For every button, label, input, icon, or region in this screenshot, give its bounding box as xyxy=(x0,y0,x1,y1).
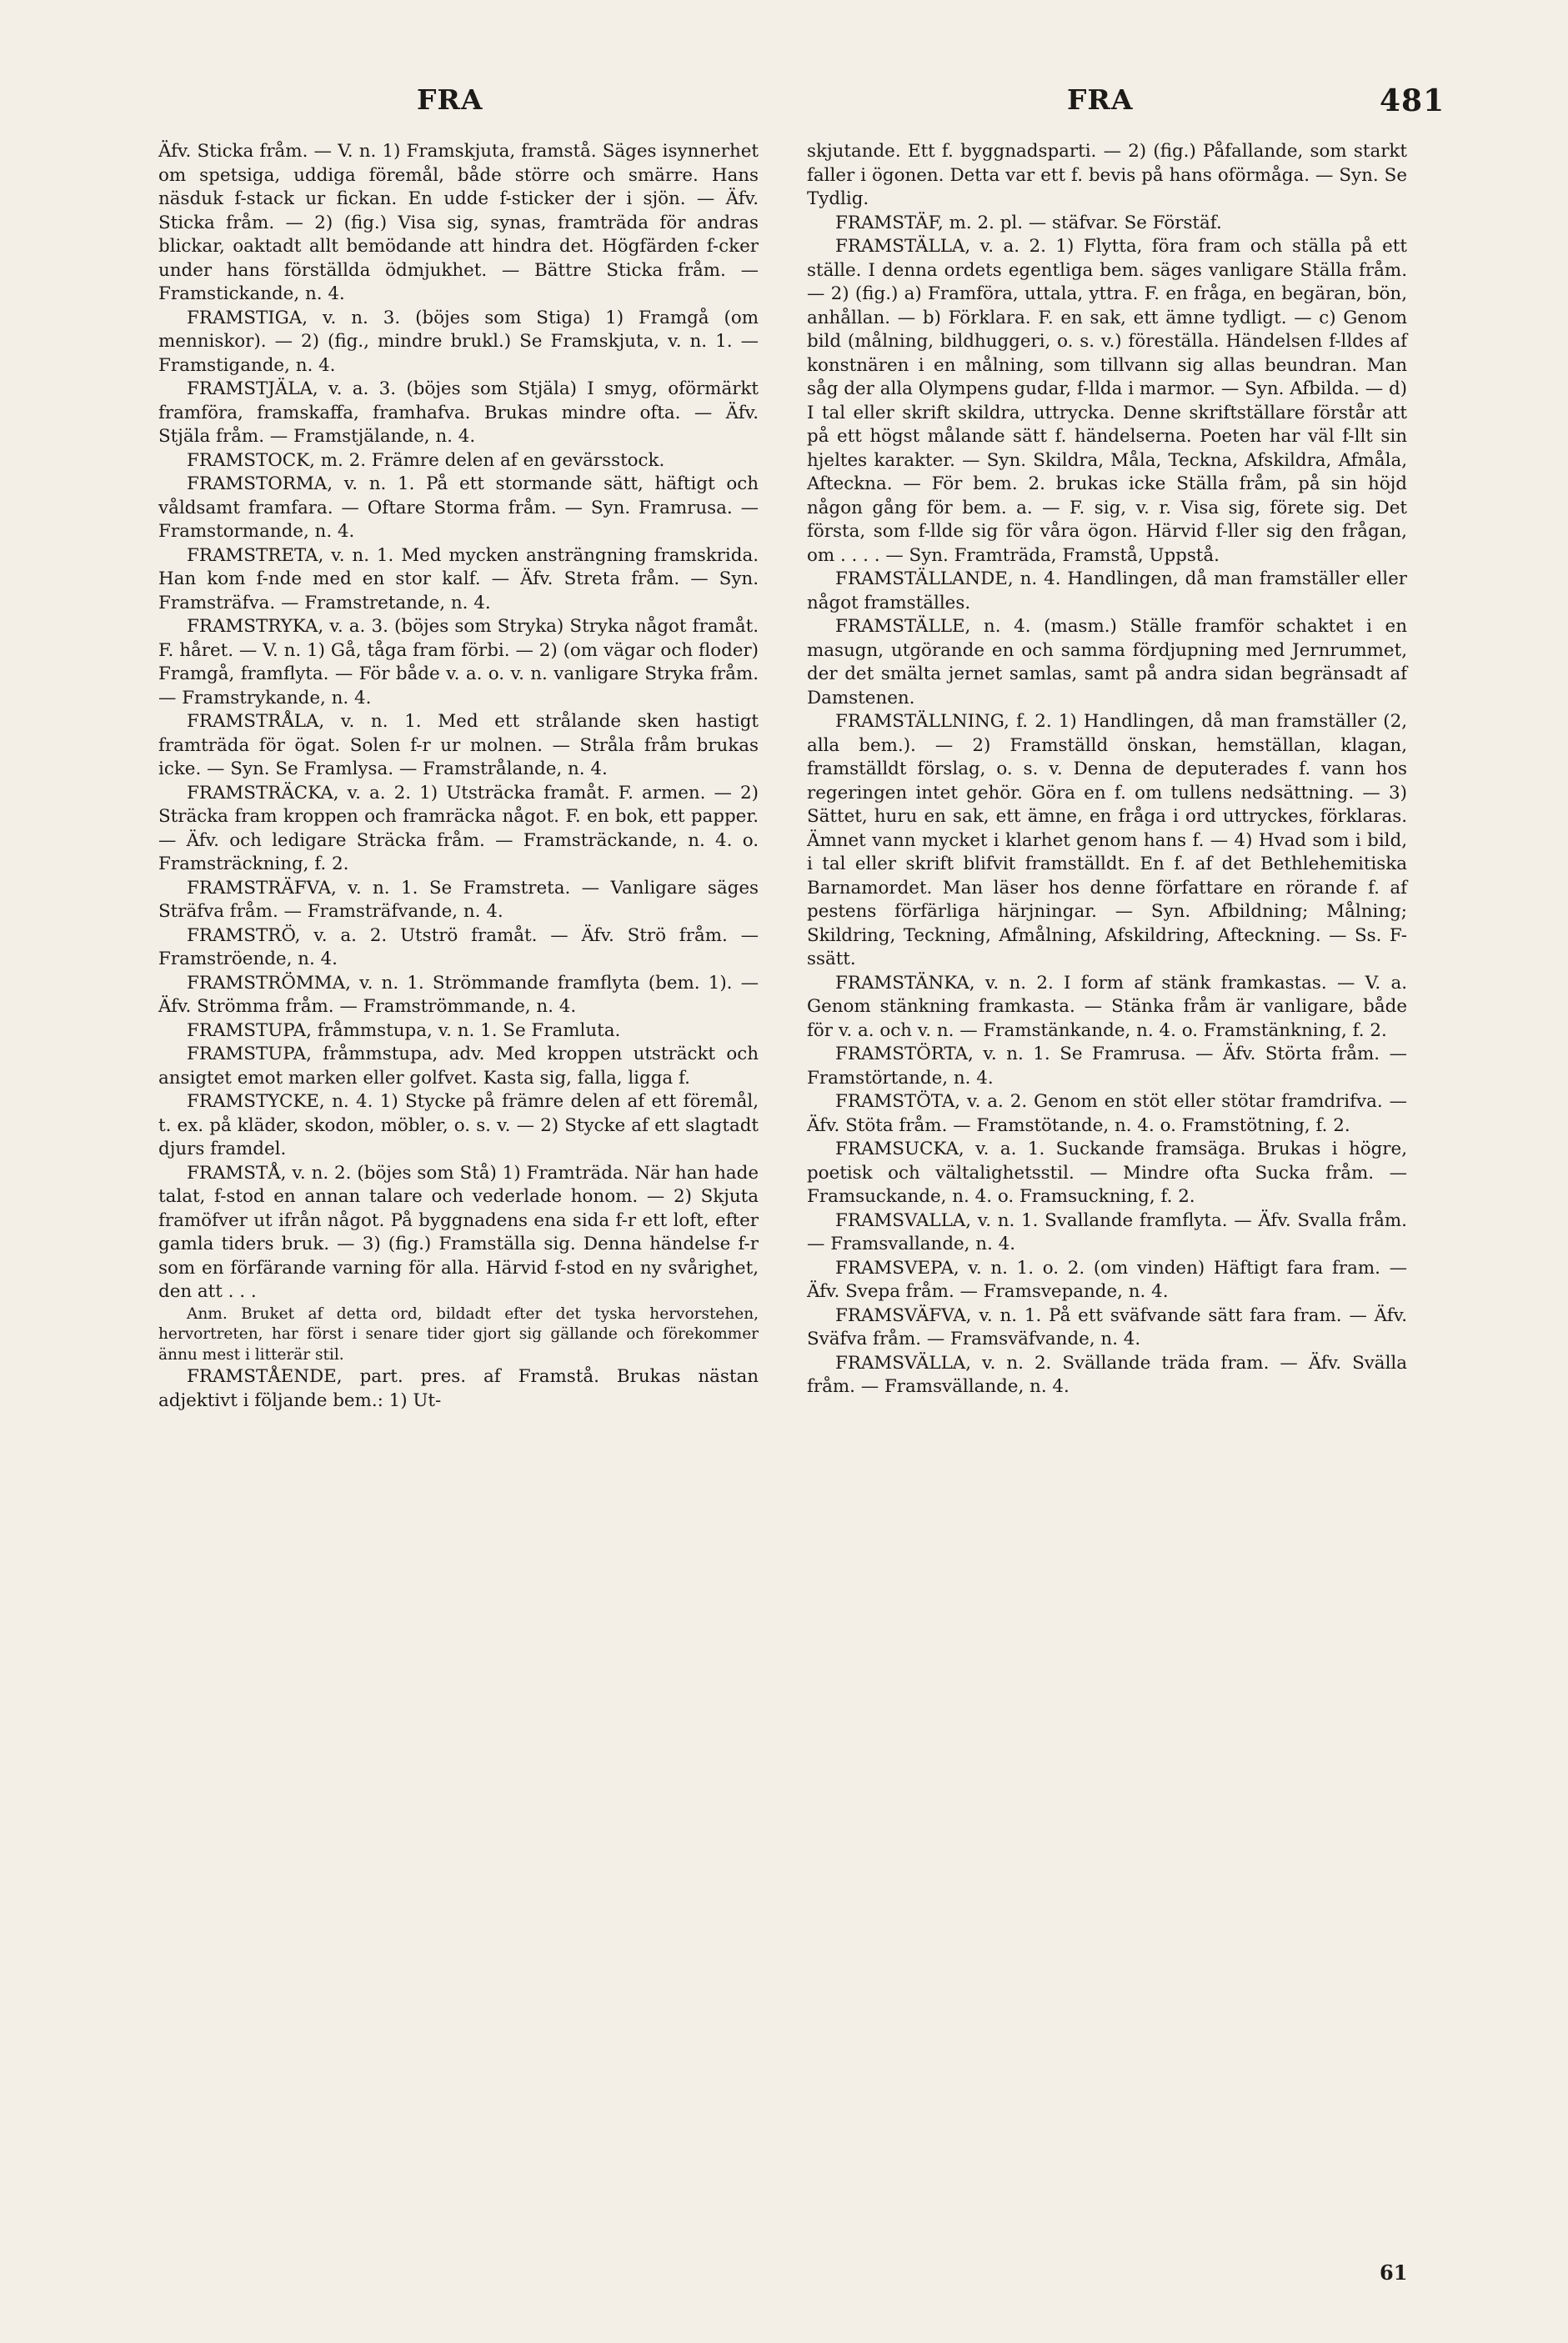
entry: FRAMSUCKA, v. a. 1. Suckande framsäga. Brukas i högre, poetisk och vältalighetsstil. — Mindre ofta Sucka fråm. — Framsuckande, n. 4. o. Framsuckning, f. 2. xyxy=(807,1139,1407,1207)
entry: FRAMSTÅENDE, part. pres. af Framstå. Brukas nästan adjektivt i följande bem.: 1) Ut- xyxy=(158,1366,759,1411)
entry: FRAMSTÄNKA, v. n. 2. I form af stänk framkastas. — V. a. Genom stänkning framkasta. — Stänka fråm är vanligare, både för v. a. och v. n. — Framstänkande, n. 4. o. Framstänkning, f. 2. xyxy=(807,972,1407,1041)
entry: FRAMSTRÄCKA, v. a. 2. 1) Utsträcka framåt. F. armen. — 2) Sträcka fram kroppen och framräcka något. F. en bok, ett papper. — Äfv. och ledigare Sträcka fråm. — Framsträckande, n. 4. o. Framsträckning, f. 2. xyxy=(158,782,759,874)
entry: skjutande. Ett f. byggnadsparti. — 2) (fig.) Påfallande, som starkt faller i ögonen. Detta var ett f. bevis på hans oförmåga. — Syn. Se Tydlig. xyxy=(807,141,1407,209)
entry: FRAMSTRYKA, v. a. 3. (böjes som Stryka) Stryka något framåt. F. håret. — V. n. 1) Gå, tåga fram förbi. — 2) (om vägar och floder) Framgå, framflyta. — För både v. a. o. v. n. vanligare Stryka fråm. — Framstrykande, n. 4. xyxy=(158,616,759,708)
entry: FRAMSVALLA, v. n. 1. Svallande framflyta. — Äfv. Svalla fråm. — Framsvallande, n. 4. xyxy=(807,1209,1407,1254)
entry: FRAMSTUPA, fråmmstupa, adv. Med kroppen utsträckt och ansigtet emot marken eller golfvet. Kasta sig, falla, ligga f. xyxy=(158,1044,759,1089)
right-column xyxy=(807,140,1407,1399)
entry: FRAMSTÄLLE, n. 4. (masm.) Ställe framför schaktet i en masugn, utgörande en och samma fördjupning med Jernrummet, der det smälta jernet samlas, samt på andra sidan begränsadt af Damstenen. xyxy=(807,616,1407,708)
entry: FRAMSTRÖ, v. a. 2. Utströ framåt. — Äfv. Strö fråm. — Framströende, n. 4. xyxy=(158,924,759,969)
entry: FRAMSTOCK, m. 2. Främre delen af en gevärsstock. xyxy=(187,449,665,471)
entry: FRAMSTORMA, v. n. 1. På ett stormande sätt, häftigt och våldsamt framfara. — Oftare Storma fråm. — Syn. Framrusa. — Framstormande, n. 4. xyxy=(158,473,759,542)
entry: FRAMSTYCKE, n. 4. 1) Stycke på främre delen af ett föremål, t. ex. på kläder, skodon, möbler, o. s. v. — 2) Stycke af ett slagtadt djurs framdel. xyxy=(158,1091,759,1159)
entry: Äfv. Sticka fråm. — V. n. 1) Framskjuta, framstå. Säges isynnerhet om spetsiga, uddiga föremål, både större och smärre. Hans näsduk f-stack ur fickan. En udde f-sticker der i sjön. — Äfv. Sticka fråm. — 2) (fig.) Visa sig, synas, framträda för andras blickar, oaktadt allt bemödande att hindra det. Högfärden f-cker under hans förställda ödmjukhet. — Bättre Sticka fråm. — Framstickande, n. 4. xyxy=(158,141,759,304)
entry: FRAMSTJÄLA, v. a. 3. (böjes som Stjäla) I smyg, oförmärkt framföra, framskaffa, framhafva. Brukas mindre ofta. — Äfv. Stjäla fråm. — Framstjälande, n. 4. xyxy=(158,378,759,447)
entry: FRAMSTÖRTA, v. n. 1. Se Framrusa. — Äfv. Störta fråm. — Framstörtande, n. 4. xyxy=(807,1044,1407,1089)
signature-mark: 61 xyxy=(1380,2260,1408,2285)
entry: FRAMSTRÅLA, v. n. 1. Med ett strålande sken hastigt framträda för ögat. Solen f-r ur molnen. — Stråla fråm brukas icke. — Syn. Se Framlysa. — Framstrålande, n. 4. xyxy=(158,711,759,779)
entry: FRAMSTIGA, v. n. 3. (böjes som Stiga) 1) Framgå (om menniskor). — 2) (fig., mindre brukl.) Se Framskjuta, v. n. 1. — Framstigande, n. 4. xyxy=(158,307,759,376)
entry: FRAMSTÄLLA, v. a. 2. 1) Flytta, föra fram och ställa på ett ställe. I denna ordets egentliga bem. säges vanligare Ställa fråm. — 2) (fig.) a) Framföra, uttala, yttra. F. en fråga, en begäran, bön, anhållan. — b) Förklara. F. en sak, ett ämne tydligt. — c) Genom bild (målning, bildhuggeri, o. s. v.) föreställa. Händelsen f-lldes af konstnären i en målning, som tillvann sig allas beundran. Man såg der alla Olympens gudar, f-llda i marmor. — Syn. Afbilda. — d) I tal eller skrift skildra, uttrycka. Denne skriftställare förstår att på ett högst målande sätt f. händelserna. Poeten har väl f-llt sin hjeltes karakter. — Syn. Skildra, Måla, Teckna, Afskildra, Afmåla, Afteckna. — För bem. 2. brukas icke Ställa fråm, på sin höjd någon gång för bem. a. — F. sig, v. r. Visa sig, förete sig. Det första, som f-llde sig för våra ögon. Härvid f-ller sig den frågan, om . . . . — Syn. Framträda, Framstå, Uppstå. xyxy=(807,236,1407,566)
entry: FRAMSTUPA, fråmmstupa, v. n. 1. Se Framluta. xyxy=(187,1019,621,1041)
entry: FRAMSTÖTA, v. a. 2. Genom en stöt eller stötar framdrifva. — Äfv. Stöta fråm. — Framstötande, n. 4. o. Framstötning, f. 2. xyxy=(807,1091,1407,1136)
left-running-head: FRA xyxy=(417,83,483,116)
entry: FRAMSVÄLLA, v. n. 2. Svällande träda fram. — Äfv. Svälla fråm. — Framsvällande, n. 4. xyxy=(807,1352,1407,1397)
entry: FRAMSTÄLLANDE, n. 4. Handlingen, då man framställer eller något framställes. xyxy=(807,568,1407,613)
entry: FRAMSVEPA, v. n. 1. o. 2. (om vinden) Häftigt fara fram. — Äfv. Svepa fråm. — Framsvepande, n. 4. xyxy=(807,1257,1407,1302)
entry: FRAMSTRÄFVA, v. n. 1. Se Framstreta. — Vanligare säges Sträfva fråm. — Framsträfvande, n. 4. xyxy=(158,877,759,922)
entry: FRAMSTÄF, m. 2. pl. — stäfvar. Se Förstäf. xyxy=(835,212,1222,233)
entry: FRAMSTÄLLNING, f. 2. 1) Handlingen, då man framställer (2, alla bem.). — 2) Framställd önskan, hemställan, klagan, framställdt förslag, o. s. v. Denna de deputerades f. vann hos regeringen intet gehör. Göra en f. om tullens nedsättning. — 3) Sättet, huru en sak, ett ämne, en fråga i ord uttryckes, förklaras. Ämnet vann mycket i klarhet genom hans f. — 4) Hvad som i bild, i tal eller skrift blifvit framställdt. En f. af det Bethlehemitiska Barnamordet. Man läser hos denne författare en rörande f. af pestens förfärliga härjningar. — Syn. Afbildning; Målning; Skildring, Teckning, Afmålning, Afskildring, Afteckning. — Ss. F-ssätt. xyxy=(807,711,1407,969)
entry: FRAMSTRÖMMA, v. n. 1. Strömmande framflyta (bem. 1). — Äfv. Strömma fråm. — Framströmmande, n. 4. xyxy=(158,972,759,1017)
entry: FRAMSTÅ, v. n. 2. (böjes som Stå) 1) Framträda. När han hade talat, f-stod en annan talare och vederlade honom. — 2) Skjuta framöfver ut ifrån något. På byggnadens ena sida f-r ett loft, efter gamla tiders bruk. — 3) (fig.) Framställa sig. Denna händelse f-r som en förfärande varning för alla. Härvid f-stod en ny svårighet, den att . . . xyxy=(158,1162,759,1302)
right-running-head: FRA xyxy=(1067,83,1134,116)
entry: FRAMSVÄFVA, v. n. 1. På ett sväfvande sätt fara fram. — Äfv. Sväfva fråm. — Framsväfvande, n. 4. xyxy=(807,1304,1407,1349)
entry: FRAMSTRETA, v. n. 1. Med mycken ansträngning framskrida. Han kom f-nde med en stor kalf. — Äfv. Streta fråm. — Syn. Framsträfva. — Framstretande, n. 4. xyxy=(158,544,759,613)
annotation-note: Anm. Bruket af detta ord, bildadt efter det tyska hervorstehen, hervortreten, har först i senare tider gjort sig gällande och förekommer ännu mest i litterär stil. xyxy=(158,1304,759,1364)
left-column xyxy=(158,140,759,1413)
page-number: 481 xyxy=(1380,83,1445,118)
